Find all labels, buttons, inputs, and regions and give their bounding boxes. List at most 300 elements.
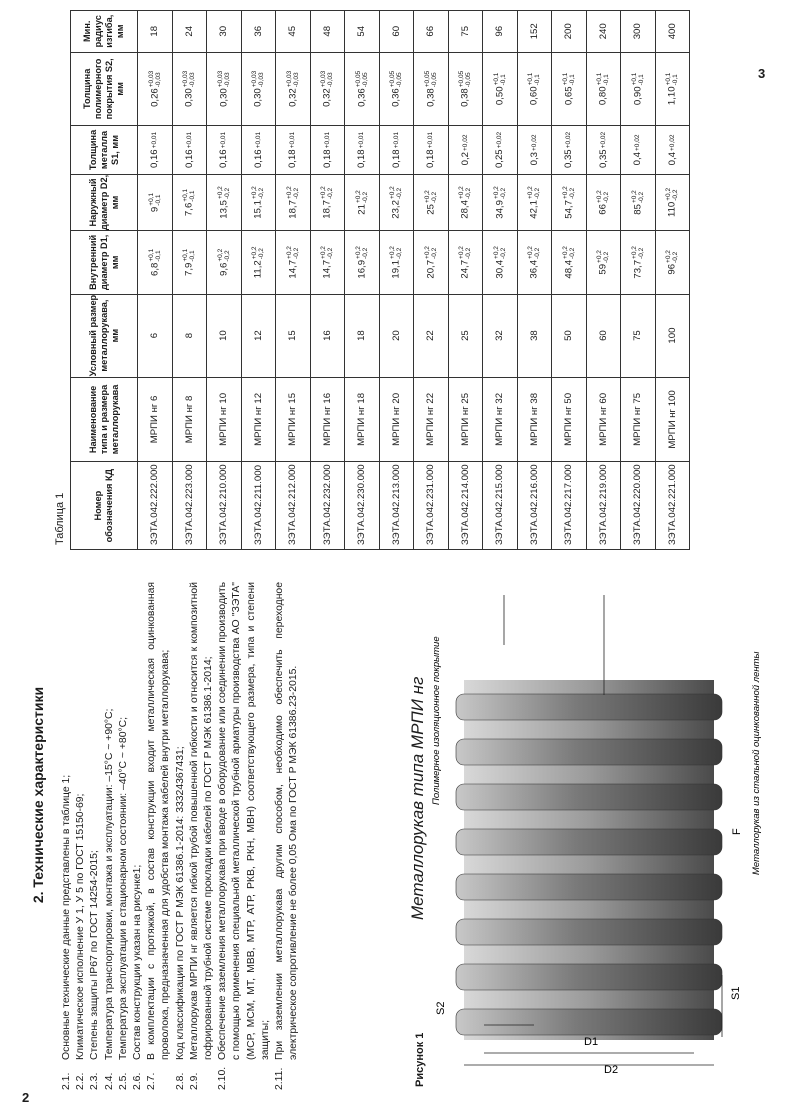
- spec-item: [188, 582, 216, 1090]
- spec-item: [103, 582, 117, 1090]
- cell-tolerance: +0,02: [496, 131, 504, 149]
- cell-d1: [345, 231, 380, 294]
- cell-name: МРПИ нг 75: [621, 377, 656, 462]
- cell-tolerance: +0,2 -0,2: [458, 246, 473, 259]
- cell-code: ЗЭТА.042.214.000: [448, 462, 483, 550]
- cell-tolerance: +0,2 -0,2: [596, 250, 611, 263]
- cell-code: ЗЭТА.042.217.000: [552, 462, 587, 550]
- cell-s2: [345, 52, 380, 126]
- cell-d1: [138, 231, 173, 294]
- cell-tolerance: +0,1 -0,1: [147, 248, 162, 262]
- table-row: [310, 11, 345, 550]
- cell-d1: [448, 231, 483, 294]
- cell-value: 11,2: [252, 260, 264, 279]
- cell-code: ЗЭТА.042.221.000: [655, 462, 690, 550]
- cell-s1: [345, 126, 380, 175]
- cell-s2: [586, 52, 621, 126]
- spec-item-number: 2.4.: [103, 1072, 115, 1090]
- cell-d2: [345, 174, 380, 230]
- cell-value: 0,18: [425, 149, 437, 169]
- cell-value: 1,10: [666, 86, 678, 106]
- cell-bend-radius: 240: [586, 11, 621, 53]
- cell-s2: [621, 52, 656, 126]
- cell-code: ЗЭТА.042.212.000: [276, 462, 311, 550]
- cell-tolerance: +0,2 -0,2: [561, 186, 576, 200]
- cell-tolerance: +0,2 -0,2: [423, 190, 438, 204]
- cell-code: ЗЭТА.042.219.000: [586, 462, 621, 550]
- cell-tolerance: +0,1 -0,1: [527, 72, 542, 86]
- cell-s2: [172, 52, 207, 126]
- cell-tolerance: +0,02: [461, 134, 469, 152]
- cell-bend-radius: 200: [552, 11, 587, 53]
- cell-code: ЗЭТА.042.231.000: [414, 462, 449, 550]
- hose-ring: [456, 919, 722, 945]
- cell-name: МРПИ нг 32: [483, 377, 518, 462]
- cell-value: 59: [597, 263, 609, 275]
- spec-item-number: 2.6.: [132, 1072, 144, 1090]
- cell-value: 0,4: [666, 152, 678, 166]
- cell-bend-radius: 24: [172, 11, 207, 53]
- cell-value: 0,2: [459, 152, 471, 166]
- dim-s2-label: S2: [435, 1001, 447, 1015]
- cell-code: ЗЭТА.042.222.000: [138, 462, 173, 550]
- table-row: [345, 11, 380, 550]
- cell-tolerance: +0,2 -0,2: [320, 186, 335, 200]
- cell-tolerance: +0,2 -0,2: [354, 246, 369, 259]
- cell-tolerance: +0,1 -0,1: [665, 72, 680, 86]
- cell-tolerance: +0,2 -0,2: [561, 246, 576, 259]
- cell-name: МРПИ нг 50: [552, 377, 587, 462]
- cell-size: 25: [448, 294, 483, 377]
- cell-d2: [552, 174, 587, 230]
- cell-d1: [414, 231, 449, 294]
- cell-value: 73,7: [632, 259, 644, 279]
- cell-d2: [276, 174, 311, 230]
- page-number-left: 2: [22, 1090, 30, 1105]
- cell-size: 50: [552, 294, 587, 377]
- cell-value: 28,4: [459, 200, 471, 219]
- cell-s2: [207, 52, 242, 126]
- cell-tolerance: +0,03 -0,03: [147, 70, 162, 88]
- cell-tolerance: +0,02: [565, 131, 573, 149]
- cell-name: МРПИ нг 8: [172, 377, 207, 462]
- cell-name: МРПИ нг 16: [310, 377, 345, 462]
- cell-s2: [310, 52, 345, 126]
- spec-item-number: 2.9.: [188, 1072, 200, 1090]
- cell-tolerance: +0,2 -0,2: [527, 186, 542, 200]
- spec-item-text: Состав конструкции указан на рисунке1;: [132, 864, 144, 1060]
- cell-tolerance: +0,01: [289, 131, 297, 149]
- spec-item-text: При заземлении металлорукава другим способом, необходимо обеспечить переходное электрическое сопротивление не более 0,05 Ома по ГОСТ Р МЭК 61386.23-2015.: [274, 582, 300, 1060]
- cell-code: ЗЭТА.042.216.000: [517, 462, 552, 550]
- cell-value: 13,5: [218, 200, 230, 219]
- cell-tolerance: +0,01: [220, 131, 228, 149]
- hose-ring: [456, 964, 722, 990]
- cell-value: 25: [425, 204, 437, 215]
- cell-tolerance: +0,05 -0,05: [458, 70, 473, 88]
- hose-ring: [456, 874, 722, 900]
- cell-bend-radius: 18: [138, 11, 173, 53]
- cell-bend-radius: 96: [483, 11, 518, 53]
- hose-ring: [456, 1009, 722, 1035]
- cell-d1: [621, 231, 656, 294]
- cell-name: МРПИ нг 15: [276, 377, 311, 462]
- cell-value: 48,4: [563, 259, 575, 279]
- cell-value: 0,3: [528, 152, 540, 166]
- cell-tolerance: +0,2 -0,2: [285, 186, 300, 200]
- cell-s1: [552, 126, 587, 175]
- cell-value: 0,30: [218, 88, 230, 107]
- cell-tolerance: +0,05 -0,05: [389, 70, 404, 88]
- cell-d2: [172, 174, 207, 230]
- spec-item-number: 2.8.: [174, 1072, 186, 1090]
- cell-value: 14,7: [287, 259, 299, 279]
- cell-tolerance: +0,02: [668, 134, 676, 152]
- cell-tolerance: +0,01: [358, 131, 366, 149]
- figure-label: Рисунок 1: [414, 1032, 426, 1087]
- cell-value: 0,60: [528, 86, 540, 106]
- spec-item-text: Температура эксплуатации в стационарном состоянии: –40°С ~ +80°С;: [117, 716, 129, 1060]
- cell-tolerance: +0,2 -0,2: [389, 186, 404, 200]
- cell-tolerance: +0,2 -0,2: [458, 186, 473, 200]
- cell-value: 16,9: [356, 259, 368, 279]
- spec-item-text: Климатическое исполнение У 1, У 5 по ГОСТ 15150-69;: [75, 793, 87, 1060]
- cell-d2: [310, 174, 345, 230]
- table-row: [172, 11, 207, 550]
- cell-value: 0,36: [356, 88, 368, 107]
- cell-s1: [621, 126, 656, 175]
- spec-item: [273, 582, 301, 1090]
- cell-s1: [586, 126, 621, 175]
- cell-s1: [655, 126, 690, 175]
- cell-tolerance: +0,01: [185, 131, 193, 149]
- cell-s2: [138, 52, 173, 126]
- table-row: [483, 11, 518, 550]
- spec-item-number: 2.2.: [75, 1072, 87, 1090]
- spec-item: [74, 582, 88, 1090]
- dim-d2-label: D2: [604, 1064, 619, 1076]
- cell-value: 7,6: [183, 202, 195, 217]
- table-header-cell: Номер обозначения КД: [71, 462, 138, 550]
- cell-value: 0,65: [563, 86, 575, 106]
- hose-ring: [456, 694, 722, 720]
- cell-s2: [517, 52, 552, 126]
- table-row: [138, 11, 173, 550]
- spec-item: [145, 582, 173, 1090]
- table-row: [207, 11, 242, 550]
- cell-d1: [241, 231, 276, 294]
- cell-name: МРПИ нг 25: [448, 377, 483, 462]
- table-caption: Таблица 1: [54, 492, 66, 545]
- cell-name: МРПИ нг 22: [414, 377, 449, 462]
- hose-ring: [456, 739, 722, 765]
- cell-d2: [138, 174, 173, 230]
- cell-value: 0,18: [356, 149, 368, 169]
- cell-s1: [448, 126, 483, 175]
- cell-bend-radius: 30: [207, 11, 242, 53]
- cell-name: МРПИ нг 100: [655, 377, 690, 462]
- cell-value: 0,35: [597, 149, 609, 169]
- cell-tolerance: +0,2 -0,2: [665, 187, 680, 201]
- dim-f-label: F: [731, 828, 743, 835]
- cell-d2: [483, 174, 518, 230]
- spec-item: [117, 582, 131, 1090]
- cell-d1: [552, 231, 587, 294]
- cell-value: 18,7: [321, 200, 333, 219]
- spec-item-text: Металлорукав МРПИ нг является гибкой трубой повышенной гибкости и относится к композитной гофрированной трубной системе прокладки кабелей по ГОСТ Р МЭК 61386.1-2014;: [188, 582, 215, 1060]
- cell-d2: [517, 174, 552, 230]
- spec-item-text: Температура транспортировки, монтажа и эксплуатации: –15°С ~ +90°С;: [103, 708, 115, 1060]
- cell-size: 8: [172, 294, 207, 377]
- spec-item-number: 2.3.: [89, 1072, 101, 1090]
- table-header-cell: Толщина металла S1, мм: [71, 126, 138, 175]
- cell-size: 6: [138, 294, 173, 377]
- cell-value: 0,38: [425, 88, 437, 107]
- table-header-cell: Толщина полимерного покрытия S2, мм: [71, 52, 138, 126]
- spec-item-text: Основные технические данные представлены в таблице 1;: [61, 774, 72, 1060]
- cell-d1: [483, 231, 518, 294]
- table-header-cell: Внутренний диаметр D1, мм: [71, 231, 138, 294]
- cell-value: 0,16: [149, 149, 161, 169]
- cell-tolerance: +0,1 -0,1: [182, 188, 197, 202]
- cell-tolerance: +0,03 -0,03: [285, 70, 300, 88]
- cell-d1: [379, 231, 414, 294]
- cell-s1: [379, 126, 414, 175]
- cell-tolerance: +0,2 -0,2: [665, 250, 680, 263]
- cell-bend-radius: 48: [310, 11, 345, 53]
- right-page: [12, 0, 772, 555]
- cell-value: 96: [666, 263, 678, 275]
- cell-tolerance: +0,2 -0,2: [216, 248, 231, 262]
- cell-tolerance: +0,01: [427, 131, 435, 149]
- cell-size: 22: [414, 294, 449, 377]
- spec-table: [70, 10, 690, 550]
- cell-value: 0,18: [287, 149, 299, 169]
- table-row: [241, 11, 276, 550]
- cell-tolerance: +0,2 -0,2: [251, 246, 266, 260]
- table-header-row: [71, 11, 138, 550]
- cell-d1: [517, 231, 552, 294]
- cell-value: 0,16: [218, 149, 230, 169]
- table-row: [621, 11, 656, 550]
- cell-tolerance: +0,2 -0,2: [389, 246, 404, 259]
- cell-value: 9: [149, 206, 161, 213]
- cell-value: 0,18: [321, 149, 333, 169]
- cell-value: 0,35: [563, 149, 575, 169]
- cell-tolerance: +0,2 -0,2: [354, 190, 369, 204]
- cell-s2: [655, 52, 690, 126]
- cell-s1: [414, 126, 449, 175]
- cell-code: ЗЭТА.042.213.000: [379, 462, 414, 550]
- cell-tolerance: +0,1 -0,1: [630, 72, 645, 86]
- cell-code: ЗЭТА.042.211.000: [241, 462, 276, 550]
- spec-item: [88, 582, 102, 1090]
- cell-tolerance: +0,2 -0,2: [630, 190, 645, 204]
- cell-tolerance: +0,1 -0,1: [492, 72, 507, 86]
- cell-tolerance: +0,03 -0,03: [320, 70, 335, 88]
- cell-value: 0,32: [321, 88, 333, 107]
- cell-d2: [621, 174, 656, 230]
- cell-d2: [586, 174, 621, 230]
- spec-item-number: 2.5.: [117, 1072, 129, 1090]
- spec-item: [131, 582, 145, 1090]
- page-number-right: 3: [758, 66, 766, 81]
- callout-coating: Полимерное изоляционное покрытие: [431, 636, 442, 805]
- cell-s1: [138, 126, 173, 175]
- table-row: [414, 11, 449, 550]
- cell-value: 0,30: [183, 88, 195, 107]
- cell-value: 0,32: [287, 88, 299, 107]
- cell-value: 7,9: [183, 262, 195, 276]
- cell-value: 9,6: [218, 262, 230, 276]
- cell-value: 6,8: [149, 262, 161, 276]
- cell-value: 36,4: [528, 259, 540, 279]
- cell-tolerance: +0,01: [151, 131, 159, 149]
- cell-bend-radius: 36: [241, 11, 276, 53]
- cell-size: 75: [621, 294, 656, 377]
- cell-s2: [414, 52, 449, 126]
- cell-value: 0,50: [494, 86, 506, 106]
- table-header-cell: Наименование типа и размера металлорукава: [71, 377, 138, 462]
- cell-name: МРПИ нг 38: [517, 377, 552, 462]
- cell-d1: [586, 231, 621, 294]
- cell-d1: [276, 231, 311, 294]
- spec-item-text: В комплектации с протяжкой, в состав конструкции входит металлическая оцинкованная проволока, предназначенная для удобства монтажа кабелей внутри металлорукава;: [146, 582, 172, 1060]
- cell-bend-radius: 300: [621, 11, 656, 53]
- cell-value: 21: [356, 204, 368, 215]
- hose-ring: [456, 829, 722, 855]
- cell-code: ЗЭТА.042.230.000: [345, 462, 380, 550]
- cell-value: 23,2: [390, 200, 402, 219]
- cell-value: 42,1: [528, 200, 540, 219]
- table-header-cell: Мин. радиус изгиба, мм: [71, 11, 138, 53]
- cell-s2: [552, 52, 587, 126]
- table-body: [138, 11, 690, 550]
- cell-tolerance: +0,03 -0,03: [251, 70, 266, 88]
- cell-s2: [379, 52, 414, 126]
- cell-tolerance: +0,2 -0,2: [492, 246, 507, 259]
- cell-tolerance: +0,2 -0,2: [492, 186, 507, 200]
- cell-bend-radius: 54: [345, 11, 380, 53]
- table-row: [552, 11, 587, 550]
- cell-name: МРПИ нг 20: [379, 377, 414, 462]
- cell-size: 100: [655, 294, 690, 377]
- hose-drawing: [384, 575, 772, 1095]
- cell-d2: [655, 174, 690, 230]
- cell-tolerance: +0,1 -0,1: [182, 248, 197, 262]
- rotated-sheet: [12, 0, 772, 1095]
- cell-value: 24,7: [459, 259, 471, 279]
- cell-size: 10: [207, 294, 242, 377]
- cell-d1: [310, 231, 345, 294]
- cell-value: 54,7: [563, 200, 575, 219]
- spec-item-number: 2.7.: [146, 1072, 158, 1090]
- cell-tolerance: +0,05 -0,05: [354, 70, 369, 88]
- cell-size: 20: [379, 294, 414, 377]
- cell-code: ЗЭТА.042.220.000: [621, 462, 656, 550]
- section-title: 2. Технические характеристики: [30, 686, 46, 904]
- figure-1: [384, 575, 772, 1095]
- cell-size: 15: [276, 294, 311, 377]
- cell-bend-radius: 75: [448, 11, 483, 53]
- cell-tolerance: +0,2 -0,2: [596, 190, 611, 204]
- cell-value: 0,80: [597, 86, 609, 106]
- cell-value: 110: [666, 201, 678, 218]
- callout-tape: Металлорукав из стальной оцинкованной ленты: [751, 651, 762, 875]
- spec-item-text: Степень защиты IP67 по ГОСТ 14254-2015;: [89, 850, 101, 1060]
- cell-name: МРПИ нг 10: [207, 377, 242, 462]
- left-page: [12, 575, 772, 1095]
- cell-tolerance: +0,1 -0,1: [596, 72, 611, 86]
- cell-tolerance: +0,01: [323, 131, 331, 149]
- cell-value: 0,90: [632, 86, 644, 106]
- cell-d1: [207, 231, 242, 294]
- cell-code: ЗЭТА.042.223.000: [172, 462, 207, 550]
- table-row: [379, 11, 414, 550]
- cell-s1: [172, 126, 207, 175]
- cell-value: 0,16: [252, 149, 264, 169]
- cell-size: 38: [517, 294, 552, 377]
- table-header-cell: Условный размер металлорукава, мм: [71, 294, 138, 377]
- cell-tolerance: +0,2 -0,2: [251, 186, 266, 200]
- cell-value: 0,4: [632, 152, 644, 166]
- cell-s2: [241, 52, 276, 126]
- cell-value: 0,36: [390, 88, 402, 107]
- cell-tolerance: +0,2 -0,2: [285, 246, 300, 259]
- cell-bend-radius: 400: [655, 11, 690, 53]
- cell-tolerance: +0,1 -0,1: [561, 72, 576, 86]
- cell-value: 0,18: [390, 149, 402, 169]
- cell-code: ЗЭТА.042.232.000: [310, 462, 345, 550]
- cell-d2: [379, 174, 414, 230]
- cell-value: 0,38: [459, 88, 471, 107]
- cell-tolerance: +0,03 -0,03: [182, 70, 197, 88]
- cell-s1: [517, 126, 552, 175]
- cell-value: 0,30: [252, 88, 264, 107]
- cell-bend-radius: 66: [414, 11, 449, 53]
- cell-name: МРПИ нг 18: [345, 377, 380, 462]
- cell-name: МРПИ нг 12: [241, 377, 276, 462]
- cell-s1: [483, 126, 518, 175]
- spec-item: [216, 582, 273, 1090]
- hose-ring: [456, 784, 722, 810]
- cell-value: 14,7: [321, 259, 333, 279]
- cell-tolerance: +0,02: [530, 134, 538, 152]
- cell-s2: [276, 52, 311, 126]
- cell-value: 30,4: [494, 259, 506, 279]
- cell-size: 60: [586, 294, 621, 377]
- cell-s1: [241, 126, 276, 175]
- table-row: [517, 11, 552, 550]
- cell-bend-radius: 45: [276, 11, 311, 53]
- cell-tolerance: +0,2 -0,2: [527, 246, 542, 259]
- cell-code: ЗЭТА.042.215.000: [483, 462, 518, 550]
- cell-s1: [207, 126, 242, 175]
- table-row: [448, 11, 483, 550]
- table-row: [276, 11, 311, 550]
- cell-size: 32: [483, 294, 518, 377]
- spec-item-number: 2.11.: [274, 1067, 286, 1090]
- cell-d2: [414, 174, 449, 230]
- cell-tolerance: +0,2 -0,2: [320, 246, 335, 259]
- cell-d1: [655, 231, 690, 294]
- cell-value: 0,16: [183, 149, 195, 169]
- cell-code: ЗЭТА.042.210.000: [207, 462, 242, 550]
- spec-item-number: 2.10.: [217, 1066, 229, 1090]
- cell-tolerance: +0,02: [634, 134, 642, 152]
- cell-tolerance: +0,03 -0,03: [216, 70, 231, 88]
- cell-value: 15,1: [252, 200, 264, 219]
